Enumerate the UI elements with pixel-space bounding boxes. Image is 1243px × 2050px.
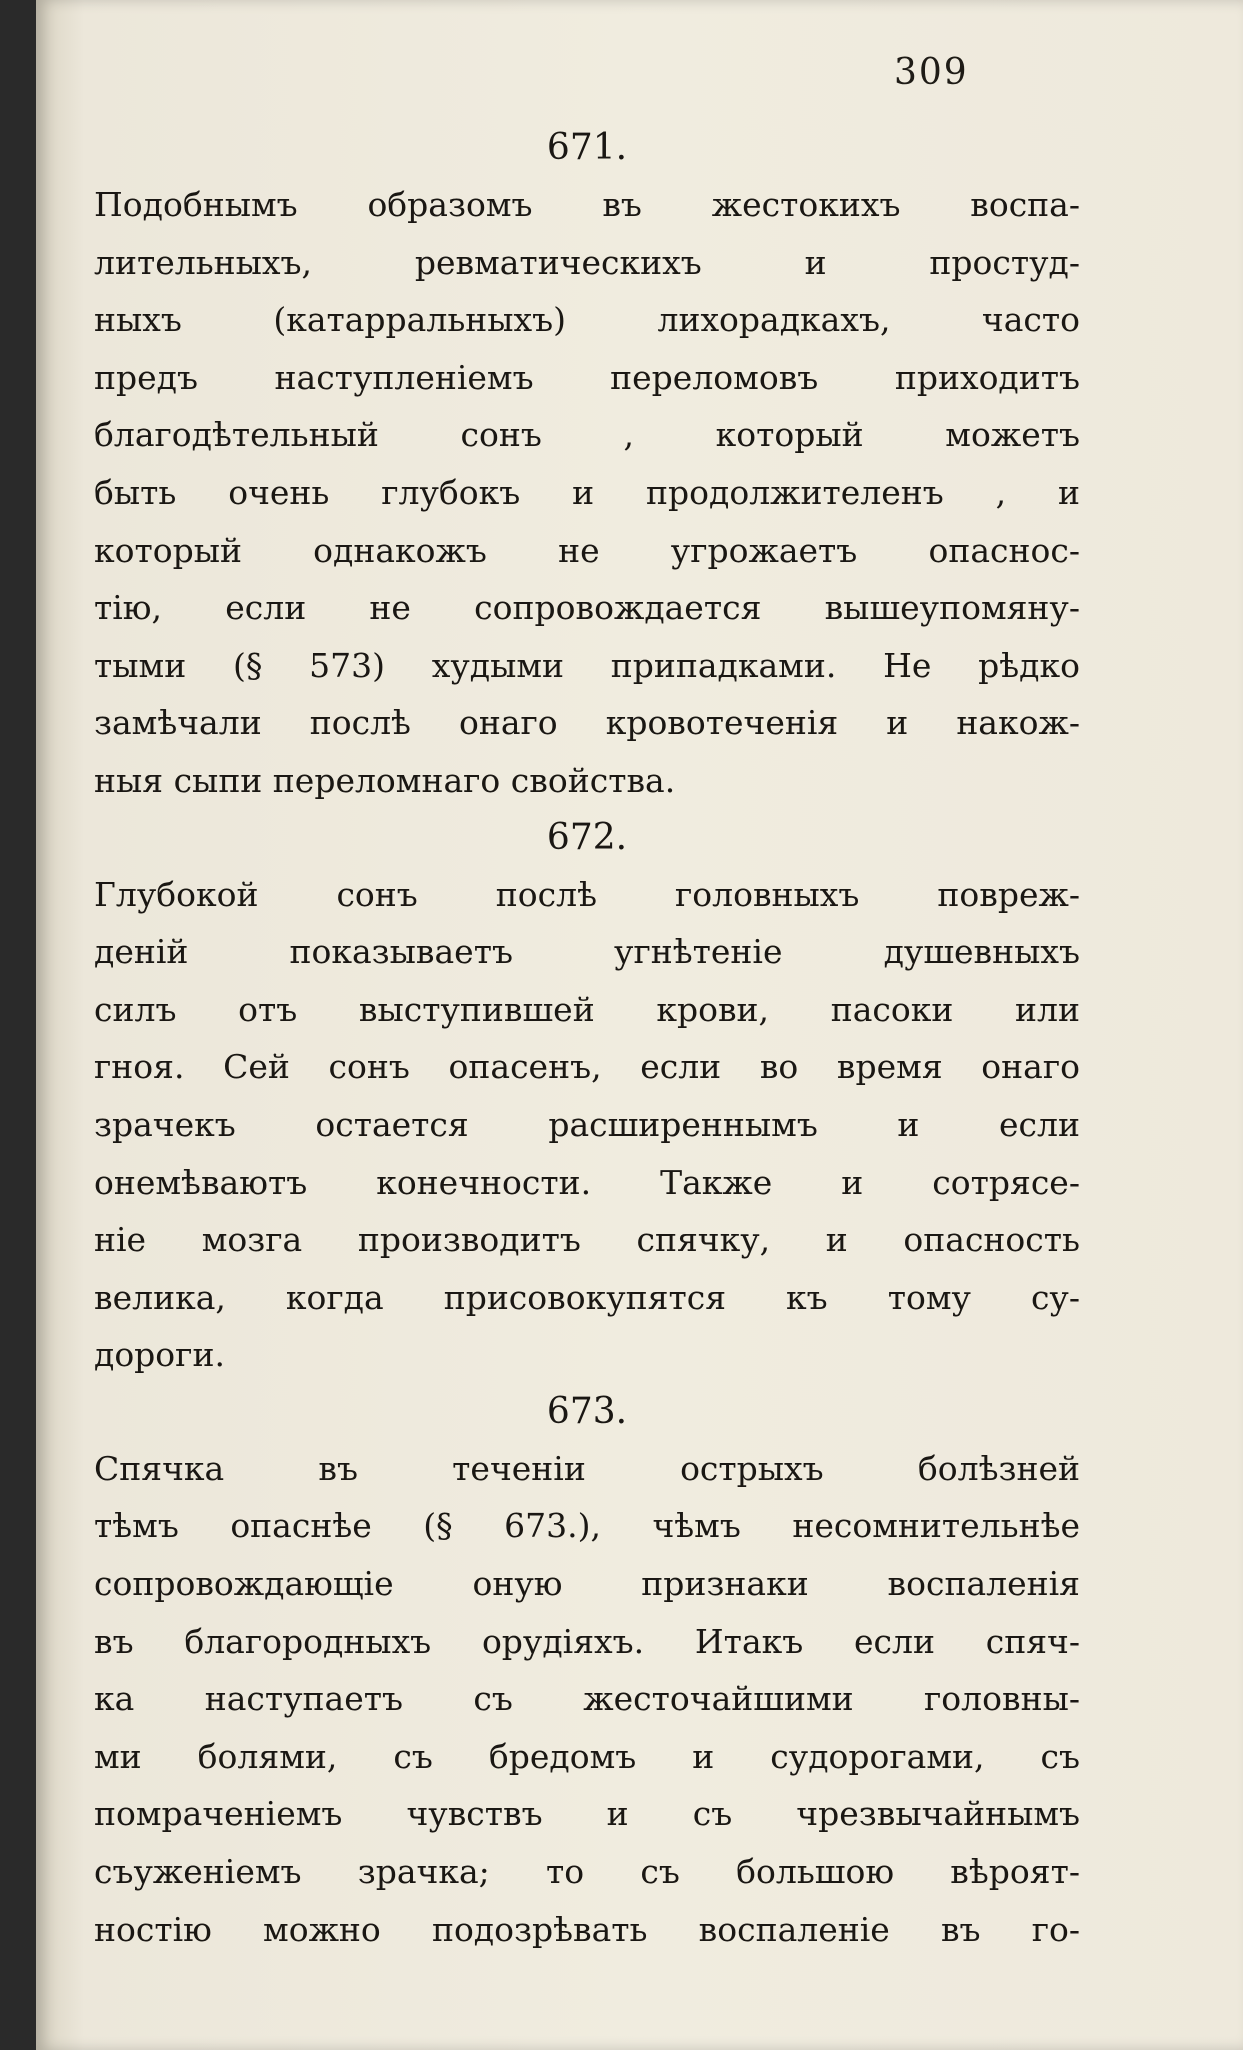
text-line: ніе мозга производитъ спячку, и опасность (94, 1220, 1080, 1260)
text-line: деній показываетъ угнѣтеніе душевныхъ (94, 932, 1080, 972)
text-line: тѣмъ опаснѣе (§ 673.), чѣмъ несомнительнѣе (94, 1506, 1080, 1546)
text-line: велика, когда присовокупятся къ тому су- (94, 1277, 1080, 1317)
paragraph (94, 866, 1080, 1384)
paragraph (94, 176, 1080, 810)
text-block (94, 120, 1080, 1958)
text-line: предъ наступленіемъ переломовъ приходитъ (94, 357, 1080, 397)
text-line: быть очень глубокъ и продолжителенъ , и (94, 472, 1080, 512)
text-line: силъ отъ выступившей крови, пасоки или (94, 989, 1080, 1029)
text-line: зрачекъ остается расширеннымъ и если (94, 1104, 1080, 1144)
paragraph (94, 1440, 1080, 1958)
text-line: ка наступаетъ съ жесточайшими головны- (94, 1679, 1080, 1719)
section-number: 672. (546, 816, 628, 858)
text-line: съуженіемъ зрачка; то съ большою вѣроят- (94, 1852, 1080, 1892)
text-line: сопровождающіе оную признаки воспаленія (94, 1564, 1080, 1604)
text-line: дороги. (94, 1335, 225, 1375)
text-line: Подобнымъ образомъ въ жестокихъ воспа- (94, 185, 1080, 224)
text-line: онемѣваютъ конечности. Также и сотрясе- (94, 1162, 1080, 1202)
text-line: благодѣтельный сонъ , который можетъ (94, 415, 1080, 455)
text-line: въ благородныхъ орудіяхъ. Итакъ если спяч- (94, 1621, 1080, 1661)
text-line: помраченіемъ чувствъ и съ чрезвычайнымъ (94, 1794, 1080, 1834)
text-line: гноя. Сей сонъ опасенъ, если во время онаго (94, 1047, 1080, 1087)
text-line: Спячка въ теченіи острыхъ болѣзней (94, 1448, 1080, 1488)
text-line: лительныхъ, ревматическихъ и простуд- (94, 242, 1080, 282)
text-line: ныя сыпи переломнаго свойства. (94, 760, 676, 800)
text-line: ностію можно подозрѣвать воспаленіе въ го- (94, 1909, 1080, 1949)
text-line: ми болями, съ бредомъ и судорогами, съ (94, 1736, 1080, 1776)
section-number: 673. (546, 1390, 628, 1432)
text-line: замѣчали послѣ онаго кровотеченія и накож- (94, 703, 1080, 743)
book-page (36, 0, 1243, 2050)
text-line: ныхъ (катарральныхъ) лихорадкахъ, часто (94, 300, 1080, 340)
text-line: тію, если не сопровождается вышеупомяну- (94, 588, 1080, 628)
section-number: 671. (546, 127, 628, 168)
text-line: тыми (§ 573) худыми припадками. Не рѣдко (94, 645, 1080, 685)
text-line: Глубокой сонъ послѣ головныхъ повреж- (94, 874, 1080, 914)
page-number: 309 (894, 52, 969, 93)
text-line: который однакожъ не угрожаетъ опаснос- (94, 530, 1080, 570)
